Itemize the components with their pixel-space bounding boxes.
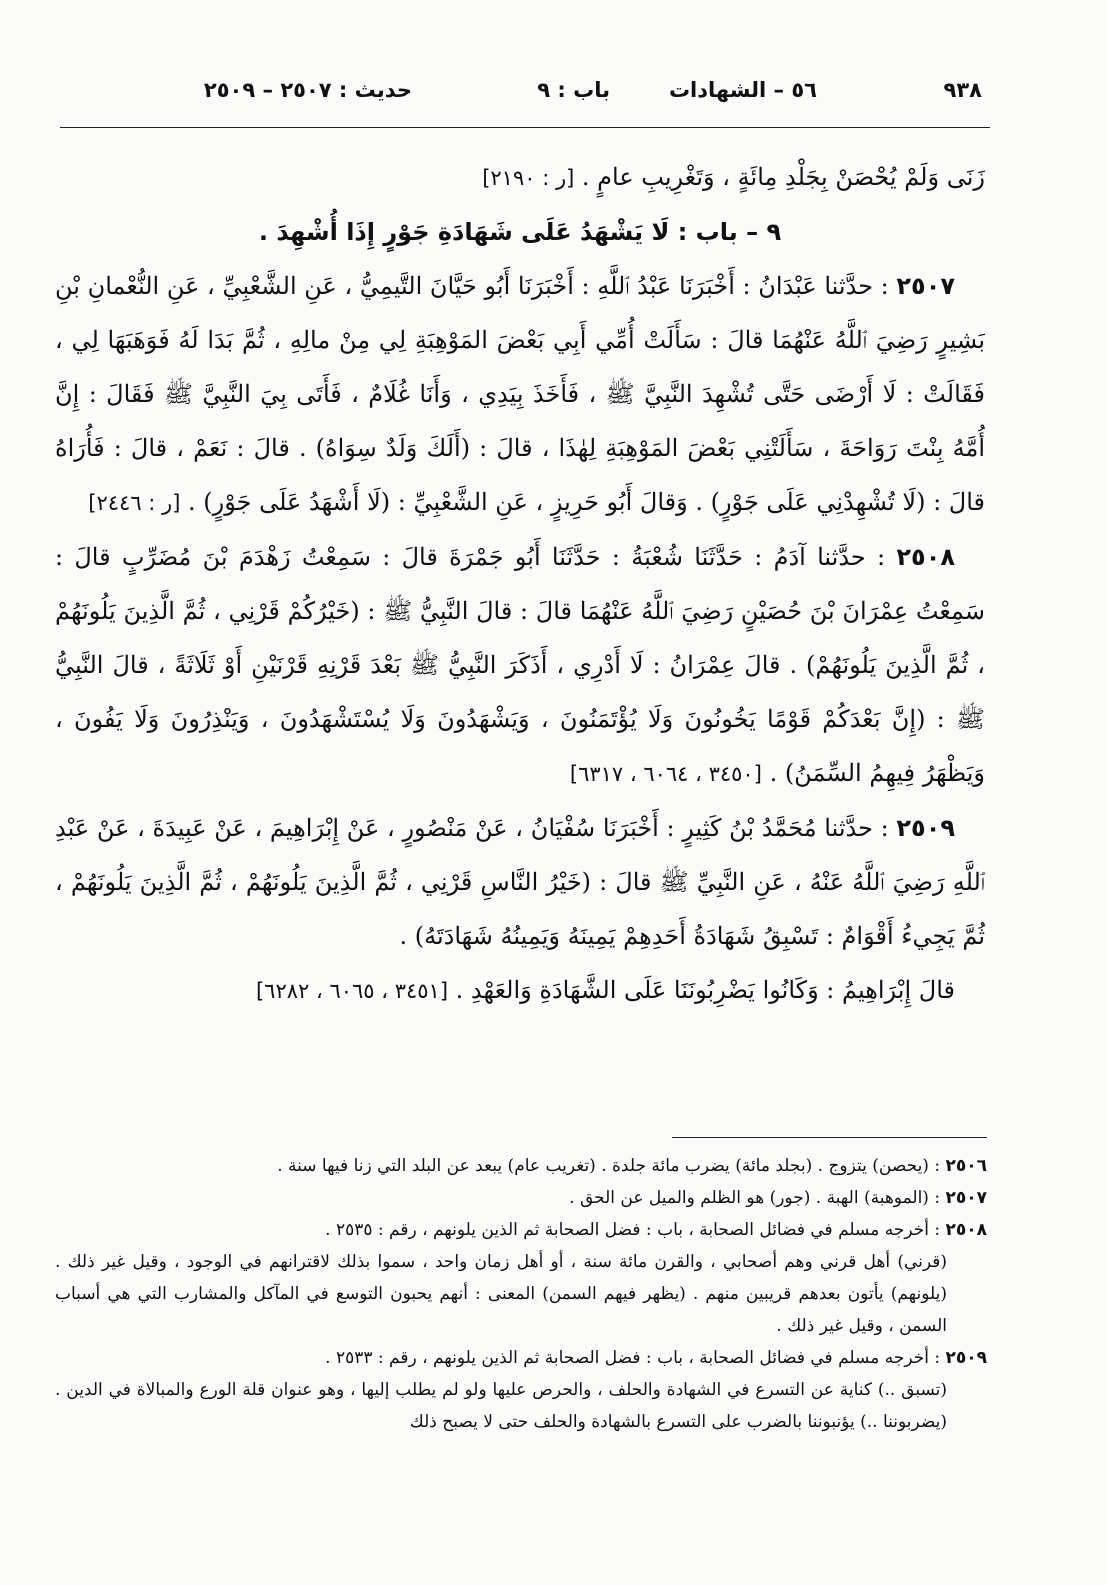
footnote-2507 xyxy=(55,1182,987,1214)
footnote-text: : أخرجه مسلم في فضائل الصحابة ، باب : فضل الصحابة ثم الذين يلونهم ، رقم : ٢٥٣٣ . xyxy=(325,1348,941,1368)
hadith-text: : حدَّثنا عَبْدَانُ : أَخْبَرَنَا عَبْدُ ٱللَّهِ : أَخْبَرَنَا أَبُو حَيَّانَ التَّيمِيُّ ، عَنِ الشَّعْبِيِّ ، عَنِ النُّعْمانِ بْنِ بَشِيرٍ رَضِيَ ٱللَّهُ عَنْهُمَا قالَ : سَأَلَتْ أُمِّي أَبِي بَعْضَ المَوْهِبَةِ لِي مِنْ مالِهِ ، ثُمَّ بَدَا لَهُ فَوَهَبَهَا لِي ، فَقَالَتْ : لَا أَرْضَى حَتَّى تُشْهِدَ النَّبِيَّ ﷺ ، فَأَخَذَ بِيَدِي ، وَأَنَا غُلَامٌ ، فَأَتَى بِيَ النَّبِيَّ ﷺ فَقَالَ : إِنَّ أُمَّهُ بِنْتَ رَوَاحَةَ ، سَأَلَتْنِي بَعْضَ المَوْهِبَةِ لِهٰذَا ، قالَ : (أَلَكَ وَلَدٌ سِوَاهُ) . قالَ : نَعَمْ ، قالَ : فَأُرَاهُ قالَ : (لَا تُشْهِدْنِي عَلَى جَوْرٍ) . وَقالَ أَبُو حَرِيزٍ ، عَنِ الشَّعْبِيِّ : (لَا أَشْهَدُ عَلَى جَوْرٍ) . xyxy=(55,272,985,516)
hadith-2509-tail xyxy=(55,963,985,1018)
cross-reference: [ر : ٢٤٤٦] xyxy=(88,491,181,515)
hadith-2507 xyxy=(55,259,985,530)
footnote-2509-explanation: (تسبق ..) كناية عن التسرع في الشهادة والحلف ، والحرص عليها ولو لم يطلب إليها ، وهو عنوان قلة الورع والمبالاة في الدين . (يضربوننا ..) يؤنبوننا بالضرب على التسرع بالشهادة والحلف حتى لا يصبح ذلك xyxy=(55,1380,947,1432)
main-text xyxy=(55,150,985,1100)
book-title: ٥٦ – الشهادات xyxy=(668,78,817,102)
hadith-number: ٢٥٠٨ xyxy=(896,543,955,571)
header-divider xyxy=(60,127,990,128)
footnote-text: : أخرجه مسلم في فضائل الصحابة ، باب : فضل الصحابة ثم الذين يلونهم ، رقم : ٢٥٣٥ . xyxy=(325,1220,941,1240)
previous-hadith-end xyxy=(55,150,985,205)
hadith-number: ٢٥٠٩ xyxy=(896,814,955,842)
hadith-2509 xyxy=(55,801,985,963)
footnote-number: ٢٥٠٧ xyxy=(945,1188,987,1208)
running-header xyxy=(170,78,982,122)
footnote-text: : (الموهبة) الهبة . (جور) هو الظلم والميل عن الحق . xyxy=(569,1188,941,1208)
hadith-range: حديث : ٢٥٠٧ – ٢٥٠٩ xyxy=(203,78,412,102)
hadith-text: : حدَّثنا مُحَمَّدُ بْنُ كَثِيرٍ : أَخْبَرَنَا سُفْيَانُ ، عَنْ مَنْصُورٍ ، عَنْ إِبْرَاهِيمَ ، عَنْ عَبِيدَةَ ، عَنْ عَبْدِ ٱللَّهِ رَضِيَ ٱللَّهُ عَنْهُ ، عَنِ النَّبِيِّ ﷺ قالَ : (خَيْرُ النَّاسِ قَرْنِي ، ثُمَّ الَّذِينَ يَلُونَهُمْ ، ثُمَّ الَّذِينَ يَلُونَهُمْ ، ثُمَّ يَجِيءُ أَقْوَامٌ : تَسْبِقُ شَهَادَةُ أَحَدِهِمْ يَمِينَهُ وَيَمِينُهُ شَهَادَتَهُ) . xyxy=(55,814,985,950)
footnote-number: ٢٥٠٦ xyxy=(945,1156,987,1176)
chapter-label: باب : ٩ xyxy=(537,78,610,102)
previous-hadith-text: زَنَى وَلَمْ يُحْصَنْ بِجَلْدِ مِائَةٍ ، وَتَغْرِيبِ عامٍ . xyxy=(581,163,985,191)
footnote-2509 xyxy=(55,1342,987,1374)
hadith-text: : حدَّثنا آدَمُ : حَدَّثَنَا شُعْبَةُ : حَدَّثَنَا أَبُو جَمْرَةَ قالَ : سَمِعْتُ زَهْدَمَ بْنَ مُضَرِّبٍ قالَ : سَمِعْتُ عِمْرَانَ بْنَ حُصَيْنٍ رَضِيَ ٱللَّهُ عَنْهُمَا قالَ : قالَ النَّبِيُّ ﷺ : (خَيْرُكُمْ قَرْنِي ، ثُمَّ الَّذِينَ يَلُونَهُمْ ، ثُمَّ الَّذِينَ يَلُونَهُمْ) . قالَ عِمْرَانُ : لَا أَدْرِي ، أَذَكَرَ النَّبِيُّ ﷺ بَعْدَ قَرْنِهِ قَرْنَيْنِ أَوْ ثَلَاثَةً ، قالَ النَّبِيُّ ﷺ : (إِنَّ بَعْدَكُمْ قَوْمًا يَخُونُونَ وَلَا يُؤْتَمَنُونَ ، وَيَشْهَدُونَ وَلَا يُسْتَشْهَدُونَ ، وَيَنْذِرُونَ وَلَا يَفُونَ ، وَيَظْهَرُ فِيهِمُ السِّمَنُ) . xyxy=(55,543,985,787)
footnote-text: : (يحصن) يتزوج . (بجلد مائة) يضرب مائة جلدة . (تغريب عام) يبعد عن البلد التي زنا فيها سنة . xyxy=(277,1156,941,1176)
cross-reference: [ر : ٢١٩٠] xyxy=(482,166,575,190)
footnotes xyxy=(55,1150,987,1570)
page-number: ٩٣٨ xyxy=(943,78,982,102)
footnote-2508 xyxy=(55,1214,987,1246)
cross-reference: [٣٤٥٠ ، ٦٠٦٤ ، ٦٣١٧] xyxy=(569,762,762,786)
hadith-number: ٢٥٠٧ xyxy=(896,272,955,300)
footnote-number: ٢٥٠٨ xyxy=(945,1220,987,1240)
footnote-divider xyxy=(672,1137,987,1138)
chapter-title: ٩ – باب : لَا يَشْهَدُ عَلَى شَهَادَةِ جَوْرٍ إِذَا أُشْهِدَ . xyxy=(258,218,782,246)
hadith-text: قالَ إِبْرَاهِيمُ : وَكَانُوا يَضْرِبُونَنَا عَلَى الشَّهَادَةِ وَالعَهْدِ . xyxy=(455,976,955,1004)
footnote-2506 xyxy=(55,1150,987,1182)
cross-reference: [٣٤٥١ ، ٦٠٦٥ ، ٦٢٨٢] xyxy=(255,979,449,1003)
hadith-2508 xyxy=(55,530,985,801)
footnote-number: ٢٥٠٩ xyxy=(945,1348,987,1368)
footnote-2508-explanation: (قرني) أهل قرني وهم أصحابي ، والقرن مائة سنة ، أو أهل زمان واحد ، سموا بذلك لاقترانهم في الوجود ، وقيل غير ذلك . (يلونهم) يأتون بعدهم قريبين منهم . (يظهر فيهم السمن) المعنى : أنهم يحبون التوسع في المآكل والمشارب التي هي أسباب السمن ، وقيل غير ذلك . xyxy=(55,1252,947,1336)
